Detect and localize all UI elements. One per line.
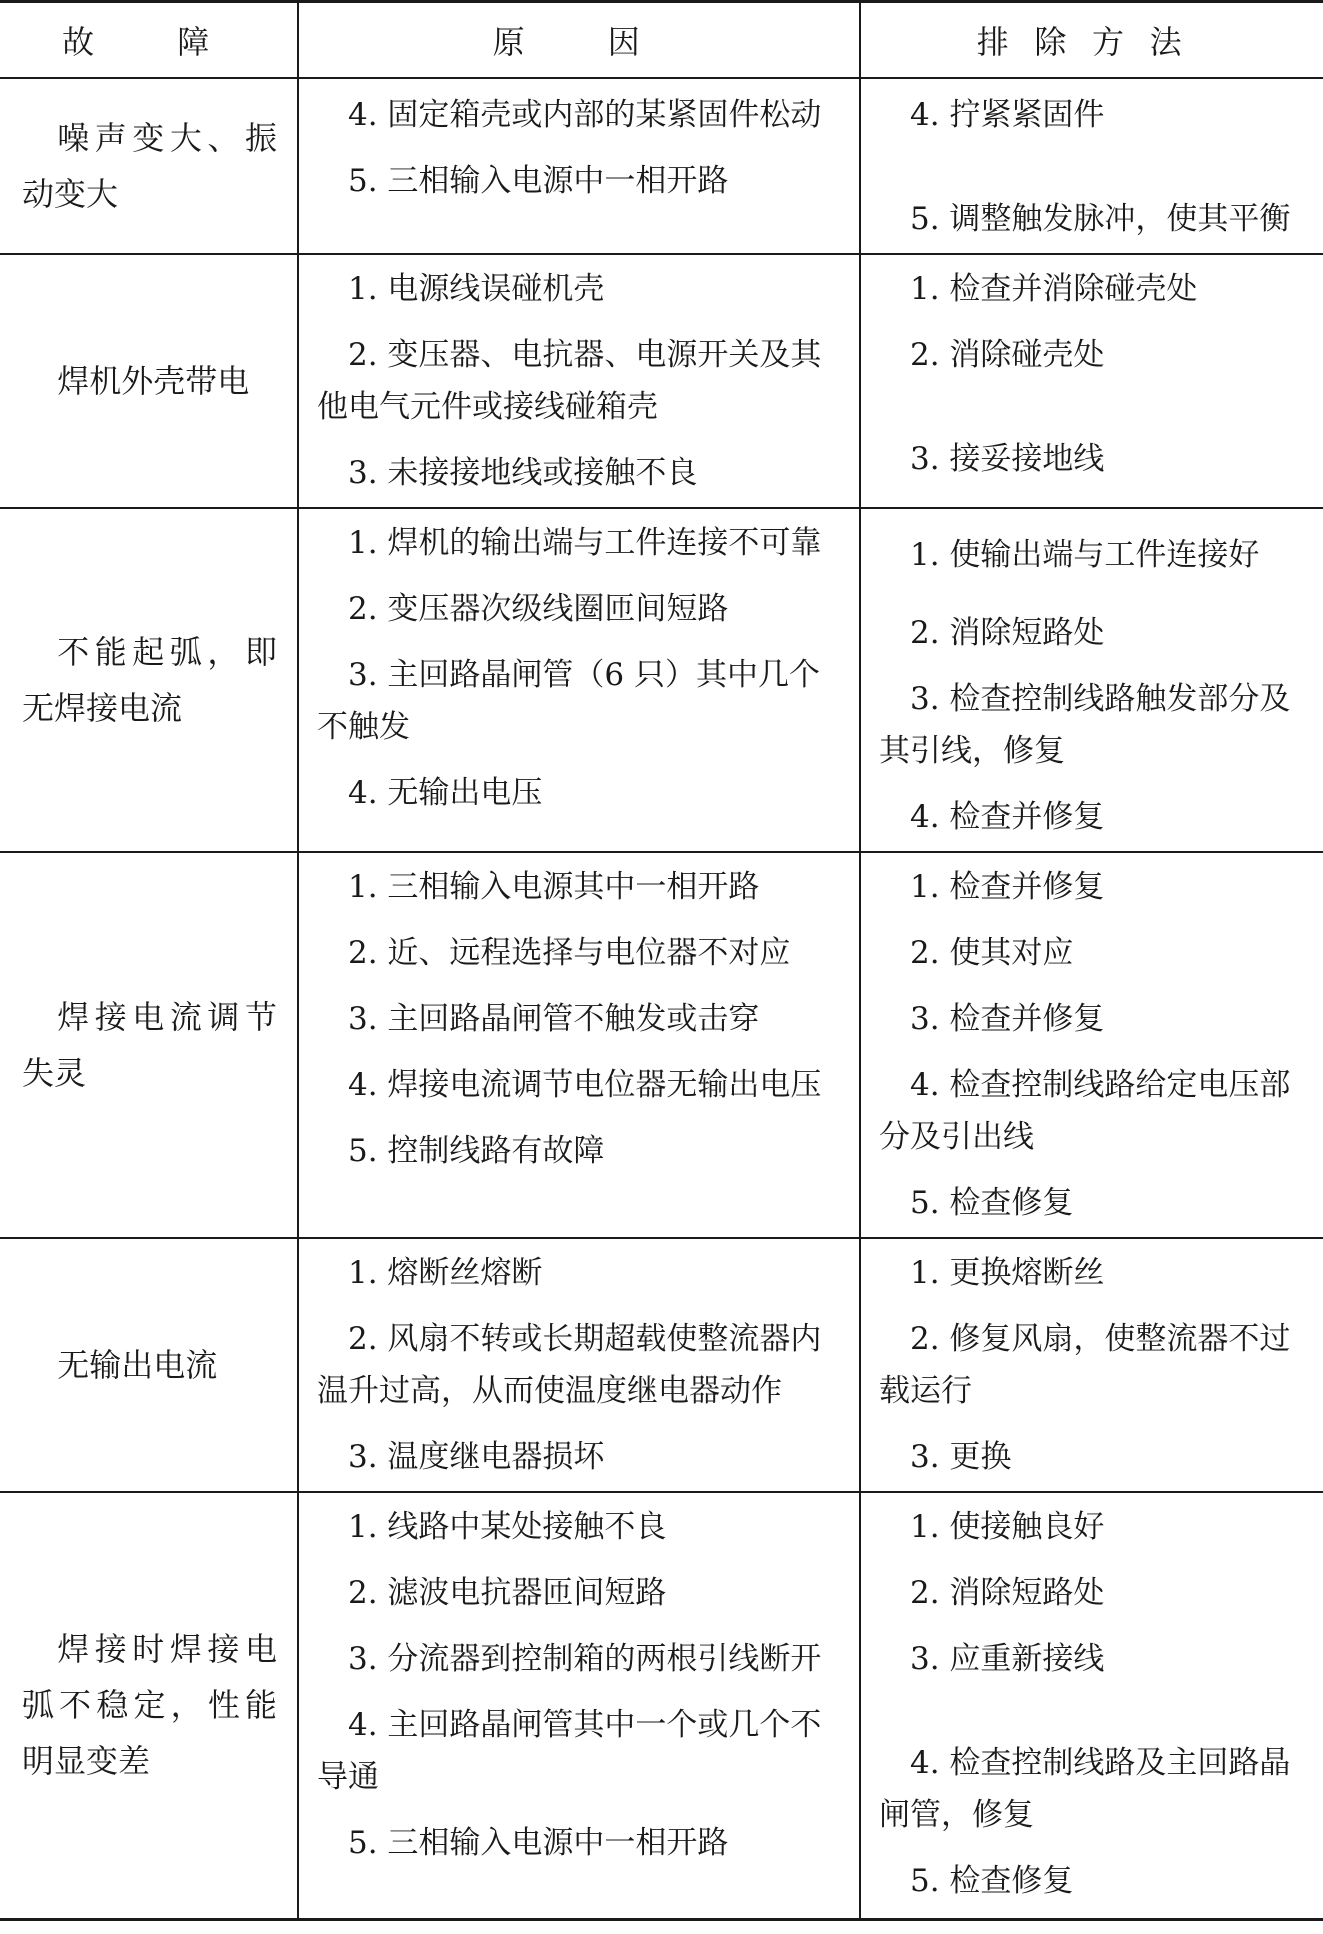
table-row xyxy=(0,1238,1323,1492)
cause-item: 2. 变压器次级线圈匝间短路 xyxy=(348,590,729,627)
fix-item: 3. 应重新接线 xyxy=(910,1640,1105,1677)
fix-cell xyxy=(860,1238,1323,1492)
row-spacer xyxy=(879,141,1305,193)
fix-cell xyxy=(860,1492,1323,1920)
fault-text: 焊接电流调节失灵 xyxy=(22,997,277,1092)
fault-text: 不能起弧，即无焊接电流 xyxy=(22,632,277,727)
cause-item: 1. 电源线误碰机壳 xyxy=(348,270,605,307)
row-spacer xyxy=(879,381,1305,433)
cause-item: 5. 三相输入电源中一相开路 xyxy=(348,162,729,199)
cause-item: 3. 温度继电器损坏 xyxy=(348,1438,605,1475)
cause-item: 4. 无输出电压 xyxy=(348,774,543,811)
fix-item: 1. 检查并消除碰壳处 xyxy=(910,270,1198,307)
fix-item: 5. 检查修复 xyxy=(910,1184,1074,1221)
cause-item: 3. 分流器到控制箱的两根引线断开 xyxy=(348,1640,822,1677)
cause-item: 1. 线路中某处接触不良 xyxy=(348,1508,667,1545)
cause-item: 4. 固定箱壳或内部的某紧固件松动 xyxy=(348,96,822,133)
fix-item: 1. 使输出端与工件连接好 xyxy=(910,536,1260,573)
fix-item: 4. 检查并修复 xyxy=(910,798,1105,835)
cause-item: 1. 焊机的输出端与工件连接不可靠 xyxy=(348,524,822,561)
fix-item: 2. 消除短路处 xyxy=(910,614,1105,651)
cause-item: 2. 滤波电抗器匝间短路 xyxy=(348,1574,667,1611)
cause-item: 2. 变压器、电抗器、电源开关及其他电气元件或接线碰箱壳 xyxy=(317,336,822,425)
fault-text: 噪声变大、振动变大 xyxy=(22,118,277,213)
fix-cell xyxy=(860,78,1323,254)
fix-item: 5. 调整触发脉冲，使其平衡 xyxy=(910,200,1291,237)
table-row xyxy=(0,254,1323,508)
fix-cell xyxy=(860,852,1323,1238)
cause-cell xyxy=(298,508,860,852)
cause-cell xyxy=(298,1238,860,1492)
fix-item: 3. 检查并修复 xyxy=(910,1000,1105,1037)
cause-cell xyxy=(298,254,860,508)
table-row xyxy=(0,508,1323,852)
fault-text: 无输出电流 xyxy=(57,1345,218,1384)
fix-cell xyxy=(860,254,1323,508)
fix-item: 1. 检查并修复 xyxy=(910,868,1105,905)
fault-cell xyxy=(0,254,298,508)
cause-item: 2. 近、远程选择与电位器不对应 xyxy=(348,934,791,971)
table-row xyxy=(0,1492,1323,1920)
cause-cell xyxy=(298,852,860,1238)
fix-cell xyxy=(860,508,1323,852)
header-row xyxy=(0,2,1323,78)
row-spacer xyxy=(879,1685,1305,1737)
cause-item: 2. 风扇不转或长期超载使整流器内温升过高，从而使温度继电器动作 xyxy=(317,1320,822,1409)
fault-text: 焊接时焊接电弧不稳定，性能明显变差 xyxy=(22,1630,277,1781)
fault-cell xyxy=(0,508,298,852)
table-row xyxy=(0,78,1323,254)
fix-item: 4. 检查控制线路及主回路晶闸管，修复 xyxy=(879,1744,1291,1833)
cause-cell xyxy=(298,1492,860,1920)
fix-item: 3. 接妥接地线 xyxy=(910,440,1105,477)
fix-item: 3. 更换 xyxy=(910,1438,1012,1475)
fault-cell xyxy=(0,78,298,254)
fix-item: 1. 更换熔断丝 xyxy=(910,1254,1105,1291)
fault-cell xyxy=(0,1492,298,1920)
fix-item: 2. 消除短路处 xyxy=(910,1574,1105,1611)
table-row xyxy=(0,852,1323,1238)
fix-item: 1. 使接触良好 xyxy=(910,1508,1105,1545)
fix-item: 5. 检查修复 xyxy=(910,1862,1074,1899)
cause-cell xyxy=(298,78,860,254)
cause-item: 1. 熔断丝熔断 xyxy=(348,1254,543,1291)
fault-cell xyxy=(0,852,298,1238)
table-header xyxy=(0,2,1323,78)
header-fix: 排除方法 xyxy=(860,2,1323,78)
fix-item: 3. 检查控制线路触发部分及其引线，修复 xyxy=(879,680,1291,769)
fix-item: 4. 拧紧紧固件 xyxy=(910,96,1105,133)
cause-item: 5. 控制线路有故障 xyxy=(348,1132,605,1169)
cause-item: 3. 主回路晶闸管不触发或击穿 xyxy=(348,1000,760,1037)
cause-item: 5. 三相输入电源中一相开路 xyxy=(348,1824,729,1861)
fault-cell xyxy=(0,1238,298,1492)
cause-item: 3. 未接接地线或接触不良 xyxy=(348,454,698,491)
fault-text: 焊机外壳带电 xyxy=(57,361,250,400)
fix-item: 2. 消除碰壳处 xyxy=(910,336,1105,373)
fix-item: 2. 修复风扇，使整流器不过载运行 xyxy=(879,1320,1291,1409)
cause-item: 4. 焊接电流调节电位器无输出电压 xyxy=(348,1066,822,1103)
fix-item: 4. 检查控制线路给定电压部分及引出线 xyxy=(879,1066,1291,1155)
table-body xyxy=(0,78,1323,1920)
header-cause: 原 因 xyxy=(298,2,860,78)
header-fault: 故 障 xyxy=(0,2,298,78)
cause-item: 3. 主回路晶闸管（6 只）其中几个不触发 xyxy=(317,656,821,745)
cause-item: 4. 主回路晶闸管其中一个或几个不导通 xyxy=(317,1706,822,1795)
cause-item: 1. 三相输入电源其中一相开路 xyxy=(348,868,760,905)
fix-item: 2. 使其对应 xyxy=(910,934,1074,971)
